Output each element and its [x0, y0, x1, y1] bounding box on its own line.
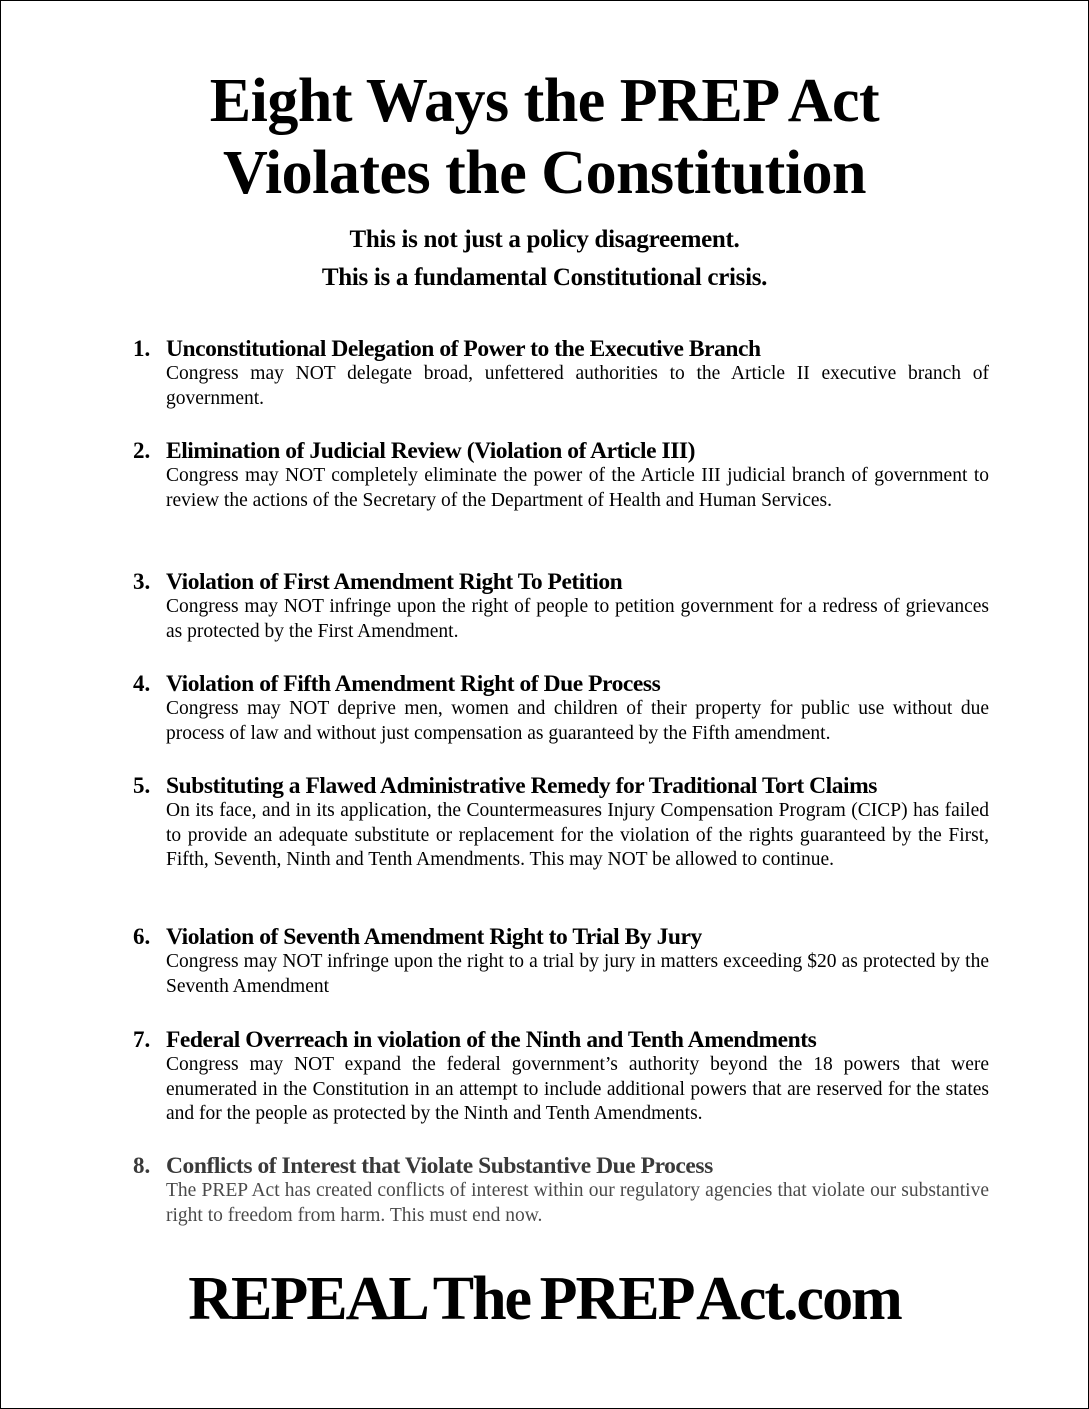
item-number: 7.	[133, 1027, 151, 1052]
list-item	[133, 437, 989, 513]
list-item	[133, 1152, 989, 1228]
item-heading: Violation of Fifth Amendment Right of Due Process	[166, 671, 661, 697]
item-number: 8.	[133, 1153, 151, 1178]
item-body: The PREP Act has created conflicts of interest within our regulatory agencies that violate our substantive right to freedom from harm. This must end now.	[166, 1180, 989, 1226]
item-body: On its face, and in its application, the Countermeasures Injury Compensation Program (CICP) has failed to provide an adequate substitute or replacement for the violation of the rights guaranteed by the First, Fifth, Seventh, Ninth and Tenth Amendments. This may NOT be allowed to continue.	[166, 800, 989, 870]
list-item	[133, 335, 989, 411]
item-heading: Substituting a Flawed Administrative Remedy for Traditional Tort Claims	[166, 773, 877, 799]
item-heading: Unconstitutional Delegation of Power to the Executive Branch	[166, 336, 761, 362]
item-number: 1.	[133, 336, 151, 361]
item-heading: Federal Overreach in violation of the Ninth and Tenth Amendments	[166, 1027, 817, 1053]
item-number: 3.	[133, 569, 151, 594]
page-title-line-1: Eight Ways the PREP Act	[209, 67, 880, 135]
item-heading: Violation of First Amendment Right To Petition	[166, 569, 623, 595]
item-body: Congress may NOT deprive men, women and children of their property for public use without due process of law and without just compensation as guaranteed by the Fifth amendment.	[166, 698, 989, 744]
list-item	[133, 670, 989, 746]
item-body: Congress may NOT expand the federal government’s authority beyond the 18 powers that were enumerated in the Constitution in an attempt to include additional powers that are reserved for the states and for the people as protected by the Ninth and Tenth Amendments.	[166, 1054, 989, 1124]
item-body: Congress may NOT infringe upon the right to a trial by jury in matters exceeding $20 as protected by the Seventh Amendment	[166, 951, 989, 997]
item-number: 4.	[133, 671, 151, 696]
item-number: 5.	[133, 773, 151, 798]
item-number: 2.	[133, 438, 151, 463]
subtitle-line-1: This is not just a policy disagreement.	[349, 226, 740, 253]
item-body: Congress may NOT completely eliminate the power of the Article III judicial branch of government to review the actions of the Secretary of the Department of Health and Human Services.	[166, 465, 989, 511]
list-item	[133, 772, 989, 873]
subtitle-line-2: This is a fundamental Constitutional crisis.	[321, 264, 768, 291]
list-item	[133, 568, 989, 644]
item-heading: Violation of Seventh Amendment Right to Trial By Jury	[166, 924, 702, 950]
item-heading: Elimination of Judicial Review (Violation of Article III)	[166, 438, 695, 464]
item-heading: Conflicts of Interest that Violate Substantive Due Process	[166, 1153, 713, 1179]
item-body: Congress may NOT infringe upon the right of people to petition government for a redress of grievances as protected by the First Amendment.	[166, 596, 989, 642]
list-item	[133, 923, 989, 999]
list-item	[133, 1026, 989, 1127]
page-title-line-2: Violates the Constitution	[222, 139, 867, 207]
footer-url: REPEAL The PREP Act.com	[188, 1265, 901, 1333]
item-body: Congress may NOT delegate broad, unfettered authorities to the Article II executive branch of government.	[166, 363, 989, 409]
item-number: 6.	[133, 924, 151, 949]
